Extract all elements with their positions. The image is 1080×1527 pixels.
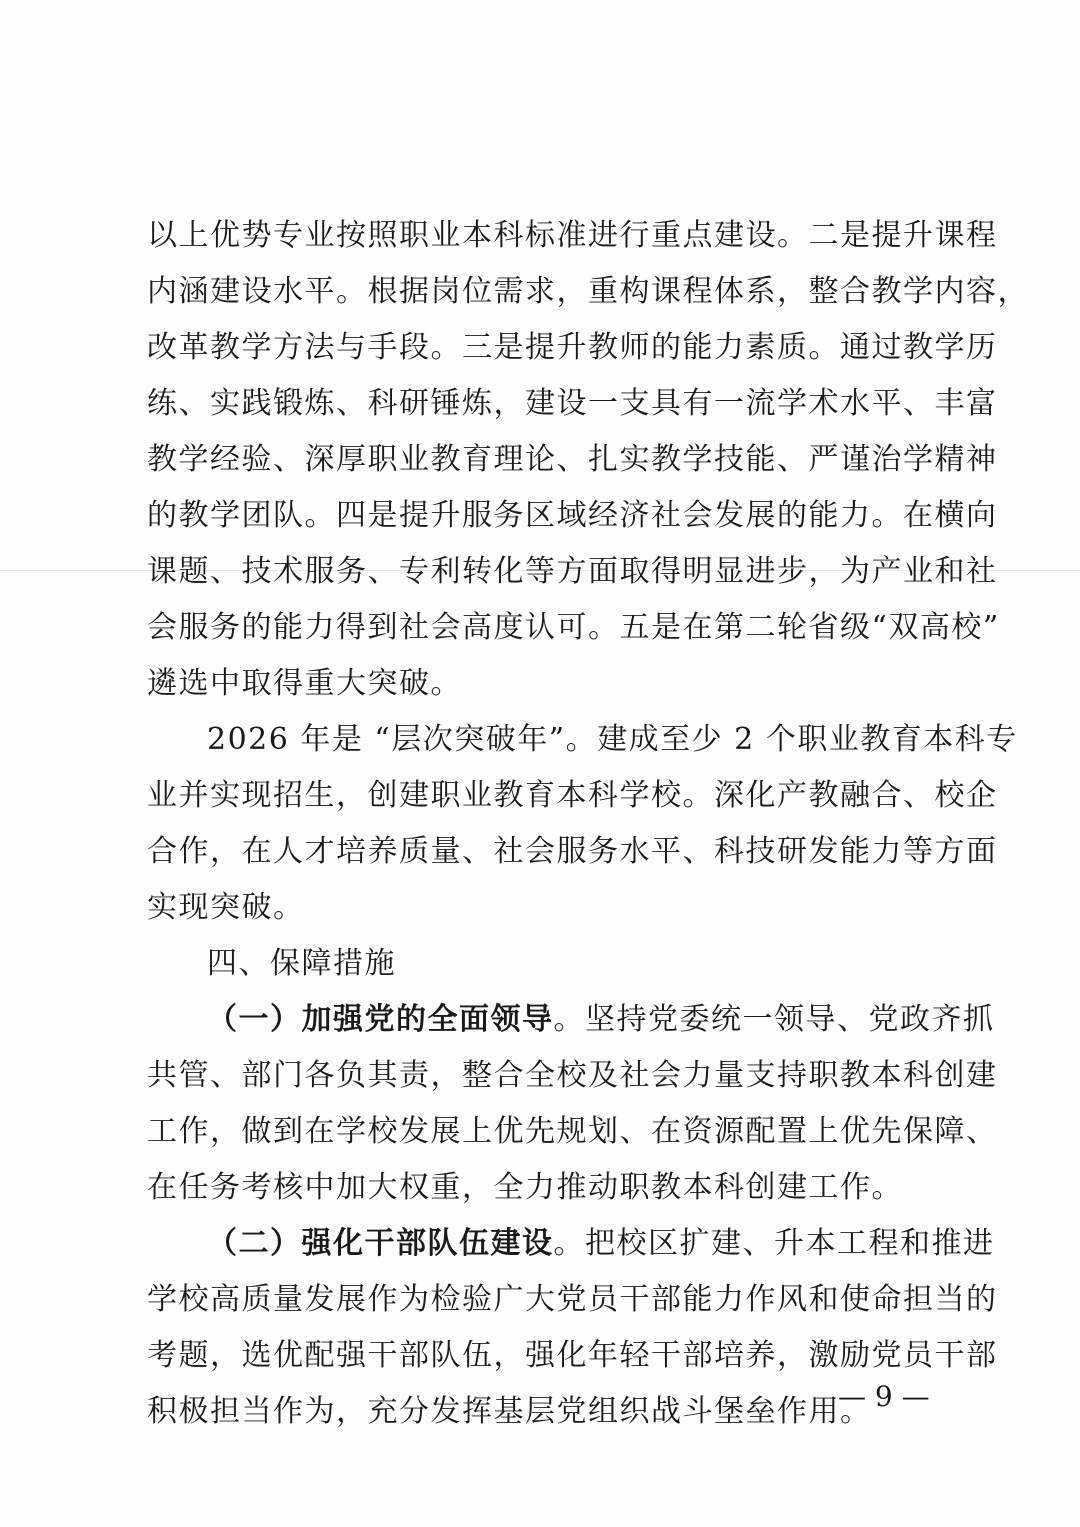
text-line: 实现突破。 (147, 890, 305, 925)
text-run: 。把校区扩建、升本工程和推进 (553, 1226, 995, 1261)
body-text (147, 208, 1029, 1440)
text-line: 遴选中取得重大突破。 (147, 666, 462, 701)
text-line: 工作，做到在学校发展上优先规划、在资源配置上优先保障、 (147, 1114, 998, 1149)
text-line: 业并实现招生，创建职业教育本科学校。深化产教融合、校企 (147, 778, 998, 813)
text-line: 共管、部门各负其责，整合全校及社会力量支持职教本科创建 (147, 1058, 998, 1093)
paragraph-1 (147, 208, 1029, 712)
text-line: 2026 年是 “层次突破年”。建成至少 2 个职业教育本科专 (207, 722, 1018, 757)
text-run: 。坚持党委统一领导、党政齐抓 (553, 1002, 995, 1037)
text-line: 课题、技术服务、专利转化等方面取得明显进步，为产业和社 (147, 554, 998, 589)
text-line: 内涵建设水平。根据岗位需求，重构课程体系，整合教学内容， (147, 274, 1029, 309)
text-line: 考题，选优配强干部队伍，强化年轻干部培养，激励党员干部 (147, 1338, 998, 1373)
paragraph-3 (147, 992, 998, 1216)
text-line: 以上优势专业按照职业本科标准进行重点建设。二是提升课程 (147, 218, 998, 253)
paragraph-4 (147, 1216, 998, 1440)
text-line: 练、实践锻炼、科研锤炼，建设一支具有一流学术水平、丰富 (147, 386, 998, 421)
subsection-heading: （二）强化干部队伍建设 (207, 1226, 554, 1261)
section-heading: 四、保障措施 (207, 946, 396, 981)
text-line: 积极担当作为，充分发挥基层党组织战斗堡垒作用。 (147, 1394, 872, 1429)
text-line: 学校高质量发展作为检验广大党员干部能力作风和使命担当的 (147, 1282, 998, 1317)
paragraph-2 (147, 712, 1018, 936)
text-line (147, 992, 995, 1048)
text-line: 教学经验、深厚职业教育理论、扎实教学技能、严谨治学精神 (147, 442, 998, 477)
subsection-heading: （一）加强党的全面领导 (207, 1002, 554, 1037)
text-line: 改革教学方法与手段。三是提升教师的能力素质。通过教学历 (147, 330, 998, 365)
text-line (147, 1216, 995, 1272)
text-line: 的教学团队。四是提升服务区域经济社会发展的能力。在横向 (147, 498, 998, 533)
text-line: 会服务的能力得到社会高度认可。五是在第二轮省级“双高校” (147, 610, 1000, 645)
text-line: 在任务考核中加大权重，全力推动职教本科创建工作。 (147, 1170, 903, 1205)
text-line: 合作，在人才培养质量、社会服务水平、科技研发能力等方面 (147, 834, 998, 869)
page-number: — 9 — (838, 1380, 930, 1413)
